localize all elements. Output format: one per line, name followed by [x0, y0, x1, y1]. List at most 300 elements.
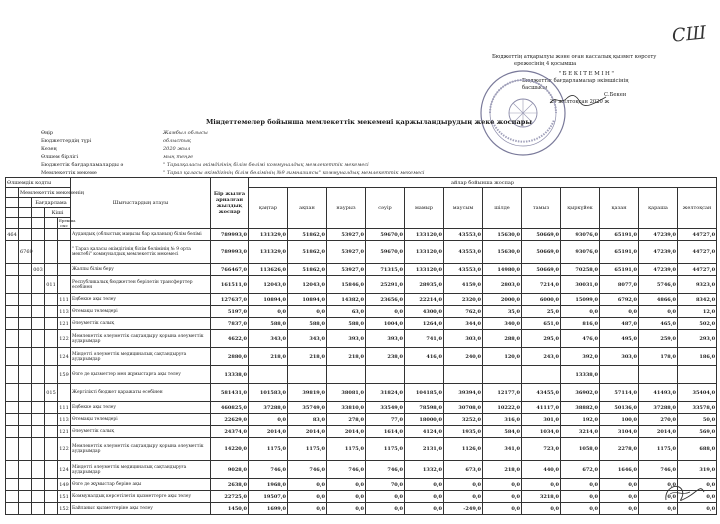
- meta-key: Мемлекеттік мекеме: [41, 170, 97, 176]
- header-specifics: Ерекша сыс: [59, 218, 76, 228]
- month-value-cell: 0,0: [366, 306, 405, 318]
- code-cell: [32, 306, 45, 318]
- month-value-cell: 0,0: [561, 491, 600, 503]
- month-value-cell: 0,0: [444, 491, 483, 503]
- month-value-cell: 1614,0: [366, 426, 405, 438]
- code-cell: [6, 491, 19, 503]
- month-value-cell: 0,0: [600, 306, 639, 318]
- code-cell: [19, 229, 32, 241]
- month-value-cell: 1646,0: [600, 461, 639, 479]
- table-row: [6, 306, 717, 318]
- month-value-cell: 1968,0: [249, 479, 288, 491]
- header-name: Шығыстардың атауы: [71, 178, 211, 229]
- meta-key: Бюджеттердің түрі: [41, 138, 92, 144]
- month-value-cell: 50669,0: [522, 241, 561, 264]
- month-value-cell: 113626,0: [249, 264, 288, 276]
- table-row: [6, 491, 717, 503]
- table-row: [6, 241, 717, 264]
- month-value-cell: [678, 366, 717, 384]
- header-month: наурыз: [327, 188, 366, 229]
- month-value-cell: 65191,0: [600, 229, 639, 241]
- code-cell: [32, 402, 45, 414]
- expense-name-cell: Өзге де қызметтер мен жұмыстарға ақы төлеу: [71, 366, 211, 384]
- code-cell: [32, 479, 45, 491]
- month-value-cell: 133120,0: [405, 264, 444, 276]
- code-cell: 149: [58, 479, 71, 491]
- code-cell: [45, 229, 58, 241]
- month-value-cell: 303,0: [600, 348, 639, 366]
- code-cell: 152: [58, 503, 71, 515]
- code-cell: [45, 366, 58, 384]
- month-value-cell: 31824,0: [366, 384, 405, 402]
- month-value-cell: 3104,0: [600, 426, 639, 438]
- meta-value: Жамбыл облысы: [163, 130, 208, 136]
- code-cell: [32, 366, 45, 384]
- code-cell: [58, 264, 71, 276]
- month-value-cell: 1175,0: [366, 438, 405, 461]
- code-cell: [45, 402, 58, 414]
- month-value-cell: 192,0: [561, 414, 600, 426]
- header-month: сәуір: [366, 188, 405, 229]
- month-value-cell: 495,0: [600, 330, 639, 348]
- month-value-cell: 746,0: [288, 461, 327, 479]
- month-value-cell: 41493,0: [639, 384, 678, 402]
- code-cell: [19, 330, 32, 348]
- code-cell: [32, 294, 45, 306]
- approved-word: "БЕКІТЕМІН": [558, 71, 616, 77]
- month-value-cell: 293,0: [678, 330, 717, 348]
- total-cell: 7837,0: [211, 318, 249, 330]
- meta-key: Кезең: [41, 146, 57, 152]
- header-month: қыркүйек: [561, 188, 600, 229]
- code-cell: [45, 461, 58, 479]
- approval-line: Бюджеттің атқарылуы және оған кассалық қызмет көрсету: [492, 54, 657, 60]
- month-value-cell: 288,0: [483, 330, 522, 348]
- month-value-cell: 43553,0: [444, 241, 483, 264]
- expense-name-cell: Мемлекеттік әлеуметтік сақтандыру қорына әлеуметтік аударымдар: [71, 330, 211, 348]
- code-cell: [45, 414, 58, 426]
- code-cell: [45, 294, 58, 306]
- approval-sign-line: басшысы: [522, 85, 548, 91]
- header-total: Бір жылға арналған жылдық жоспар: [211, 178, 249, 229]
- header-month: мамыр: [405, 188, 444, 229]
- month-value-cell: 2014,0: [288, 426, 327, 438]
- month-value-cell: 0,0: [639, 479, 678, 491]
- total-cell: 161511,0: [211, 276, 249, 294]
- expense-name-cell: Мемлекеттік әлеуметтік сақтандыру қорына әлеуметтік аударымдар: [71, 438, 211, 461]
- document-title: Міндеттемелер бойынша мемлекеттік мекемені қаржыландырудың жеке жоспары: [206, 118, 532, 126]
- month-value-cell: 19507,0: [249, 491, 288, 503]
- code-cell: [19, 414, 32, 426]
- month-value-cell: 476,0: [561, 330, 600, 348]
- table-row: [6, 294, 717, 306]
- code-cell: [58, 384, 71, 402]
- code-cell: [19, 426, 32, 438]
- month-value-cell: 6792,0: [600, 294, 639, 306]
- month-value-cell: 4159,0: [444, 276, 483, 294]
- table-row: [6, 348, 717, 366]
- month-value-cell: 0,0: [249, 414, 288, 426]
- total-cell: 460825,0: [211, 402, 249, 414]
- month-value-cell: 240,0: [444, 348, 483, 366]
- month-value-cell: 0,0: [483, 491, 522, 503]
- table-row: [6, 318, 717, 330]
- month-value-cell: 440,0: [522, 461, 561, 479]
- expense-name-cell: Байланыс қызметтеріне ақы төлеу: [71, 503, 211, 515]
- code-cell: [6, 294, 19, 306]
- code-cell: [32, 414, 45, 426]
- month-value-cell: 0,0: [678, 503, 717, 515]
- month-value-cell: 0,0: [600, 479, 639, 491]
- code-cell: 121: [58, 318, 71, 330]
- month-value-cell: 2014,0: [249, 426, 288, 438]
- month-value-cell: 3252,0: [444, 414, 483, 426]
- month-value-cell: 33810,0: [327, 402, 366, 414]
- code-cell: [19, 318, 32, 330]
- month-value-cell: 0,0: [561, 479, 600, 491]
- month-value-cell: 588,0: [249, 318, 288, 330]
- expense-name-cell: Әлеуметтік салық: [71, 426, 211, 438]
- month-value-cell: 30031,0: [561, 276, 600, 294]
- month-value-cell: 6000,0: [522, 294, 561, 306]
- meta-value: облыстық: [163, 138, 191, 144]
- code-cell: 113: [58, 306, 71, 318]
- code-cell: [19, 366, 32, 384]
- table-row: [6, 384, 717, 402]
- month-value-cell: 295,0: [522, 330, 561, 348]
- month-value-cell: 44727,0: [678, 241, 717, 264]
- month-value-cell: 741,0: [405, 330, 444, 348]
- month-value-cell: 83,0: [288, 414, 327, 426]
- bottom-signature-icon: [660, 478, 708, 506]
- month-value-cell: 1175,0: [327, 438, 366, 461]
- month-value-cell: 37288,0: [249, 402, 288, 414]
- month-value-cell: 30708,0: [444, 402, 483, 414]
- code-cell: 111: [58, 402, 71, 414]
- code-cell: [32, 503, 45, 515]
- month-value-cell: [639, 366, 678, 384]
- code-cell: [6, 438, 19, 461]
- round-seal-icon: [478, 68, 568, 158]
- month-value-cell: 25,0: [522, 306, 561, 318]
- month-value-cell: 65191,0: [600, 264, 639, 276]
- month-value-cell: 1935,0: [444, 426, 483, 438]
- month-value-cell: 672,0: [561, 461, 600, 479]
- month-value-cell: 502,0: [678, 318, 717, 330]
- header-month: шілде: [483, 188, 522, 229]
- month-value-cell: 43553,0: [444, 229, 483, 241]
- approval-sign-line: С.Бекен: [604, 92, 627, 98]
- code-cell: [6, 318, 19, 330]
- month-value-cell: 0,0: [561, 306, 600, 318]
- month-value-cell: 186,0: [678, 348, 717, 366]
- table-row: [6, 402, 717, 414]
- month-value-cell: 319,0: [678, 461, 717, 479]
- month-value-cell: 0,0: [288, 479, 327, 491]
- meta-value: 2020 жыл: [163, 146, 191, 152]
- month-value-cell: 1126,0: [444, 438, 483, 461]
- month-value-cell: 131329,0: [249, 241, 288, 264]
- month-value-cell: 51862,0: [288, 229, 327, 241]
- code-cell: [32, 426, 45, 438]
- month-value-cell: 0,0: [522, 503, 561, 515]
- month-value-cell: 53927,0: [327, 229, 366, 241]
- month-value-cell: 44727,0: [678, 229, 717, 241]
- month-value-cell: 71315,0: [366, 264, 405, 276]
- month-value-cell: 218,0: [327, 348, 366, 366]
- total-cell: 2638,0: [211, 479, 249, 491]
- month-value-cell: 1175,0: [249, 438, 288, 461]
- code-cell: [6, 461, 19, 479]
- month-value-cell: 39394,0: [444, 384, 483, 402]
- month-value-cell: 1699,0: [249, 503, 288, 515]
- total-cell: 789993,0: [211, 229, 249, 241]
- code-cell: [45, 330, 58, 348]
- code-cell: [32, 438, 45, 461]
- meta-row: [41, 153, 461, 161]
- header-month: қазан: [600, 188, 639, 229]
- month-value-cell: 588,0: [327, 318, 366, 330]
- expense-name-cell: Еңбекке ақы төлеу: [71, 294, 211, 306]
- month-value-cell: 50,0: [678, 414, 717, 426]
- month-value-cell: 0,0: [522, 479, 561, 491]
- handwritten-corner-mark: СШ: [670, 22, 708, 47]
- code-cell: [6, 264, 19, 276]
- code-cell: [45, 264, 58, 276]
- table-row: [6, 461, 717, 479]
- total-cell: 1450,0: [211, 503, 249, 515]
- table-row: [6, 264, 717, 276]
- month-value-cell: 0,0: [405, 491, 444, 503]
- month-value-cell: 0,0: [639, 491, 678, 503]
- month-value-cell: 51862,0: [288, 264, 327, 276]
- code-cell: [45, 306, 58, 318]
- month-value-cell: -249,0: [444, 503, 483, 515]
- month-value-cell: 10894,0: [288, 294, 327, 306]
- month-value-cell: 392,0: [561, 348, 600, 366]
- month-value-cell: 12177,0: [483, 384, 522, 402]
- month-value-cell: 238,0: [366, 348, 405, 366]
- month-value-cell: 5746,0: [639, 276, 678, 294]
- month-value-cell: 53927,0: [327, 241, 366, 264]
- month-value-cell: 35404,0: [678, 384, 717, 402]
- total-cell: 127637,0: [211, 294, 249, 306]
- month-value-cell: 487,0: [600, 318, 639, 330]
- meta-value: " Таразқаласы әкімдігінің білім бөлімі коммуналдық мемлекеттік мекемесі: [163, 162, 369, 168]
- table-row: [6, 426, 717, 438]
- expense-name-cell: Жергілікті бюджет қаражаты есебінен: [71, 384, 211, 402]
- month-value-cell: 588,0: [288, 318, 327, 330]
- code-cell: [6, 348, 19, 366]
- month-value-cell: 133120,0: [405, 241, 444, 264]
- expense-name-cell: Әлеуметтік салық: [71, 318, 211, 330]
- month-value-cell: 4866,0: [639, 294, 678, 306]
- month-value-cell: 584,0: [483, 426, 522, 438]
- code-cell: [6, 276, 19, 294]
- month-value-cell: 343,0: [288, 330, 327, 348]
- month-value-cell: 278,0: [327, 414, 366, 426]
- month-value-cell: 0,0: [327, 479, 366, 491]
- month-value-cell: 36902,0: [561, 384, 600, 402]
- month-value-cell: 14382,0: [327, 294, 366, 306]
- month-value-cell: 746,0: [327, 461, 366, 479]
- month-value-cell: 101583,0: [249, 384, 288, 402]
- month-value-cell: 0,0: [288, 491, 327, 503]
- month-value-cell: 15846,0: [327, 276, 366, 294]
- code-cell: [6, 402, 19, 414]
- table-row: [6, 479, 717, 491]
- month-value-cell: 688,0: [678, 438, 717, 461]
- total-cell: 581431,0: [211, 384, 249, 402]
- month-value-cell: 0,0: [678, 491, 717, 503]
- month-value-cell: 39819,0: [288, 384, 327, 402]
- month-value-cell: 316,0: [483, 414, 522, 426]
- code-cell: [6, 479, 19, 491]
- code-cell: [45, 241, 58, 264]
- total-cell: 22725,0: [211, 491, 249, 503]
- month-value-cell: 0,0: [639, 503, 678, 515]
- month-value-cell: 343,0: [249, 330, 288, 348]
- code-cell: [45, 348, 58, 366]
- month-value-cell: 344,0: [444, 318, 483, 330]
- header-month: желтоқсан: [678, 188, 717, 229]
- month-value-cell: 8342,0: [678, 294, 717, 306]
- month-value-cell: 746,0: [366, 461, 405, 479]
- header-months-group: айлар бойынша жоспар: [249, 178, 717, 188]
- code-cell: 122: [58, 438, 71, 461]
- code-cell: [45, 503, 58, 515]
- month-value-cell: 3214,0: [561, 426, 600, 438]
- month-value-cell: 15099,0: [561, 294, 600, 306]
- expense-name-cell: Республикалық бюджеттен берілетін трансферттер есебінен: [71, 276, 211, 294]
- code-cell: [19, 348, 32, 366]
- expense-name-cell: Өзге де жұмыстар беріне ақы: [71, 479, 211, 491]
- code-cell: [32, 241, 45, 264]
- month-value-cell: 0,0: [600, 503, 639, 515]
- code-cell: [32, 461, 45, 479]
- table-row: [6, 366, 717, 384]
- header-month: қараша: [639, 188, 678, 229]
- meta-row: [41, 161, 461, 169]
- month-value-cell: 38081,0: [327, 384, 366, 402]
- month-value-cell: [444, 366, 483, 384]
- code-cell: [32, 318, 45, 330]
- code-cell: 011: [45, 276, 58, 294]
- code-cell: [19, 276, 32, 294]
- month-value-cell: 57114,0: [600, 384, 639, 402]
- month-value-cell: 0,0: [366, 503, 405, 515]
- month-value-cell: 100,0: [600, 414, 639, 426]
- total-cell: 22629,0: [211, 414, 249, 426]
- month-value-cell: 50669,0: [522, 264, 561, 276]
- code-cell: [19, 479, 32, 491]
- month-value-cell: 12043,0: [288, 276, 327, 294]
- month-value-cell: 2000,0: [483, 294, 522, 306]
- month-value-cell: 15630,0: [483, 241, 522, 264]
- month-value-cell: [288, 366, 327, 384]
- month-value-cell: 50136,0: [600, 402, 639, 414]
- month-value-cell: 340,0: [483, 318, 522, 330]
- month-value-cell: 243,0: [522, 348, 561, 366]
- code-cell: [19, 384, 32, 402]
- code-cell: [45, 479, 58, 491]
- expense-name-cell: Жалпы білім беру: [71, 264, 211, 276]
- month-value-cell: 47239,0: [639, 264, 678, 276]
- code-cell: [19, 294, 32, 306]
- month-value-cell: 93076,0: [561, 229, 600, 241]
- total-cell: 4622,0: [211, 330, 249, 348]
- month-value-cell: 8077,0: [600, 276, 639, 294]
- month-value-cell: 77,0: [366, 414, 405, 426]
- month-value-cell: 259,0: [639, 330, 678, 348]
- month-value-cell: 746,0: [639, 461, 678, 479]
- month-value-cell: 0,0: [678, 479, 717, 491]
- header-month: маусым: [444, 188, 483, 229]
- month-value-cell: 0,0: [483, 479, 522, 491]
- month-value-cell: 78598,0: [405, 402, 444, 414]
- table-row: [6, 276, 717, 294]
- month-value-cell: 37288,0: [639, 402, 678, 414]
- approval-sign-line: 29 желтоқсан 2020 ж: [550, 99, 610, 105]
- code-cell: [45, 438, 58, 461]
- month-value-cell: 50669,0: [522, 229, 561, 241]
- month-value-cell: 23656,0: [366, 294, 405, 306]
- expense-name-cell: Аудандық (облыстық маңызы бар қаланың) білім бөлімі: [71, 229, 211, 241]
- total-cell: 13338,0: [211, 366, 249, 384]
- code-cell: 111: [58, 294, 71, 306]
- table-row: [6, 229, 717, 241]
- header-month: ақпан: [288, 188, 327, 229]
- month-value-cell: 218,0: [288, 348, 327, 366]
- code-cell: [32, 276, 45, 294]
- month-value-cell: 65191,0: [600, 241, 639, 264]
- month-value-cell: 746,0: [249, 461, 288, 479]
- code-cell: [45, 318, 58, 330]
- table-body: [6, 229, 717, 515]
- code-cell: [6, 241, 19, 264]
- month-value-cell: 120,0: [483, 348, 522, 366]
- month-value-cell: 301,0: [522, 414, 561, 426]
- month-value-cell: 393,0: [327, 330, 366, 348]
- code-cell: 6769: [19, 241, 32, 264]
- meta-row: [41, 137, 461, 145]
- code-cell: [58, 229, 71, 241]
- total-cell: 24374,0: [211, 426, 249, 438]
- month-value-cell: 14980,0: [483, 264, 522, 276]
- month-value-cell: 816,0: [561, 318, 600, 330]
- month-value-cell: 93076,0: [561, 241, 600, 264]
- total-cell: 766467,0: [211, 264, 249, 276]
- month-value-cell: 131329,0: [249, 229, 288, 241]
- code-cell: 122: [58, 330, 71, 348]
- meta-value: мың теңге: [163, 154, 194, 160]
- month-value-cell: [483, 366, 522, 384]
- month-value-cell: 0,0: [405, 479, 444, 491]
- expense-name-cell: Міндетті әлеуметтік медициналық сақтандыруға аударымдар: [71, 348, 211, 366]
- approval-sign-line: Бюджеттік бағдарламалар әкімшісінің: [522, 78, 629, 84]
- code-cell: 003: [32, 264, 45, 276]
- month-value-cell: 4124,0: [405, 426, 444, 438]
- header-program: Бағдарлама: [32, 198, 71, 208]
- month-value-cell: 673,0: [444, 461, 483, 479]
- header-state-institution: Мемлекеттік мекеменің: [20, 189, 84, 196]
- month-value-cell: 70,0: [366, 479, 405, 491]
- code-cell: 464: [6, 229, 19, 241]
- month-value-cell: 7214,0: [522, 276, 561, 294]
- code-cell: [6, 414, 19, 426]
- header-month: қаңтар: [249, 188, 288, 229]
- month-value-cell: 2131,0: [405, 438, 444, 461]
